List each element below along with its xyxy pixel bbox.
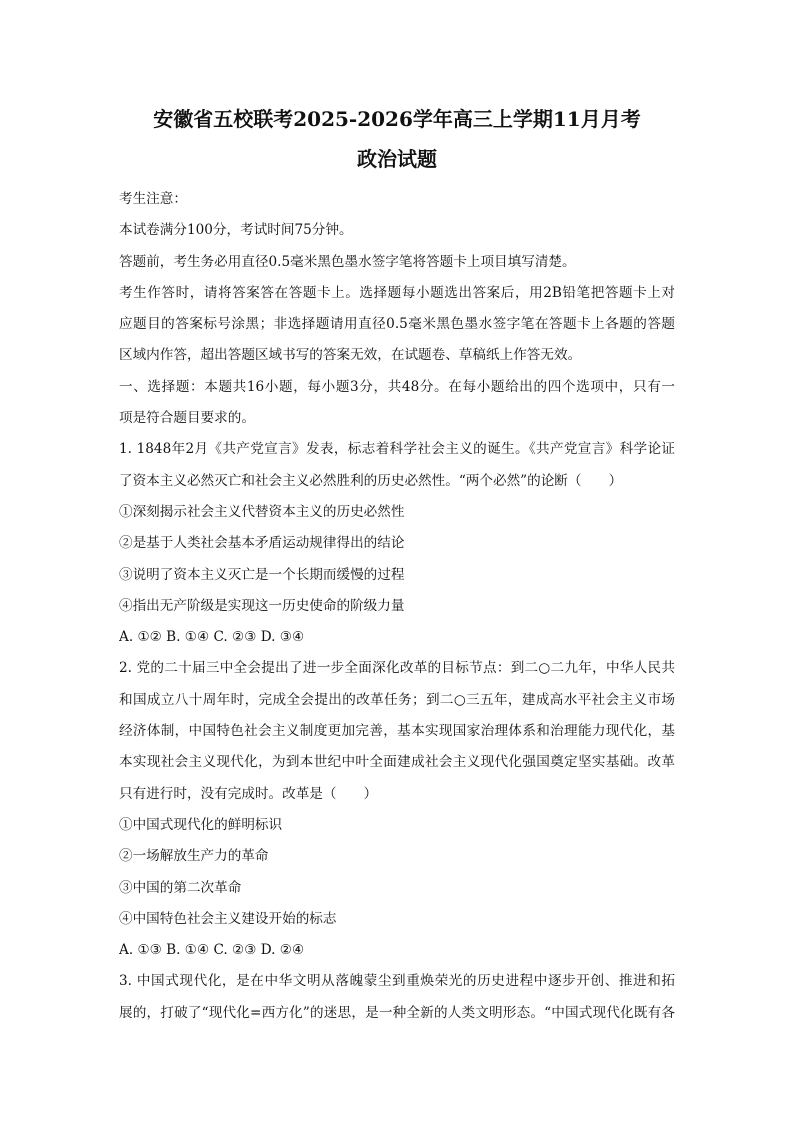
question-2-statement: ④中国特色社会主义建设开始的标志 xyxy=(119,910,337,927)
question-1-stem: 1. 1848年2月《共产党宣言》发表，标志着科学社会主义的诞生。《共产党宣言》科学论证 xyxy=(119,441,675,458)
section-heading: 项是符合题目要求的。 xyxy=(119,410,255,427)
question-1-statement: ①深刻揭示社会主义代替资本主义的历史必然性 xyxy=(119,503,405,520)
notice-answer-line: 应题目的答案标号涂黑；非选择题请用直径0.5毫米黑色墨水签字笔在答题卡上各题的答题 xyxy=(119,316,675,333)
question-1-stem: 了资本主义必然灭亡和社会主义必然胜利的历史必然性。“两个必然”的论断（ ） xyxy=(119,472,623,489)
notice-answer-line: 考生作答时，请将答案答在答题卡上。选择题每小题选出答案后，用2B铅笔把答题卡上对 xyxy=(119,284,675,301)
question-3-stem: 3. 中国式现代化，是在中华文明从落魄蒙尘到重焕荣光的历史进程中逐步开创、推进和拓 xyxy=(119,973,675,990)
question-1-statement: ④指出无产阶级是实现这一历史使命的阶级力量 xyxy=(119,597,405,614)
notice-item: 答题前，考生务必用直径0.5毫米黑色墨水签字笔将答题卡上项目填写清楚。 xyxy=(119,253,576,270)
question-2-stem: 和国成立八十周年时，完成全会提出的改革任务；到二○三五年，建成高水平社会主义市场 xyxy=(119,691,675,708)
question-1-statement: ②是基于人类社会基本矛盾运动规律得出的结论 xyxy=(119,535,405,552)
exam-title: 安徽省五校联考2025-2026学年高三上学期11月月考 xyxy=(153,107,641,131)
section-heading: 一、选择题：本题共16小题，每小题3分，共48分。在每小题给出的四个选项中，只有一 xyxy=(119,378,675,395)
question-2-statement: ②一场解放生产力的革命 xyxy=(119,848,269,865)
notice-answer-line: 区域内作答，超出答题区域书写的答案无效，在试题卷、草稿纸上作答无效。 xyxy=(119,347,582,364)
question-2-stem: 只有进行时，没有完成时。改革是（ ） xyxy=(119,785,378,802)
question-1-statement: ③说明了资本主义灭亡是一个长期而缓慢的过程 xyxy=(119,566,405,583)
notice-item: 本试卷满分100分，考试时间75分钟。 xyxy=(119,222,353,239)
question-2-stem: 经济体制，中国特色社会主义制度更加完善，基本实现国家治理体系和治理能力现代化，基 xyxy=(119,723,675,740)
question-1-options: A. ①② B. ①④ C. ②③ D. ③④ xyxy=(119,629,305,646)
question-2-stem: 本实现社会主义现代化，为到本世纪中叶全面建成社会主义现代化强国奠定坚实基础。改革 xyxy=(119,754,675,771)
question-3-stem: 展的，打破了“现代化=西方化”的迷思，是一种全新的人类文明形态。“中国式现代化既有各 xyxy=(119,1004,675,1021)
question-2-stem: 2. 党的二十届三中全会提出了进一步全面深化改革的目标节点：到二○二九年，中华人民共 xyxy=(119,660,675,677)
question-2-statement: ③中国的第二次革命 xyxy=(119,879,242,896)
exam-subtitle: 政治试题 xyxy=(357,147,437,171)
notice-heading: 考生注意： xyxy=(119,191,187,207)
question-2-options: A. ①③ B. ①④ C. ②③ D. ②④ xyxy=(119,942,305,959)
exam-content xyxy=(119,184,675,1029)
question-2-statement: ①中国式现代化的鲜明标识 xyxy=(119,816,283,833)
